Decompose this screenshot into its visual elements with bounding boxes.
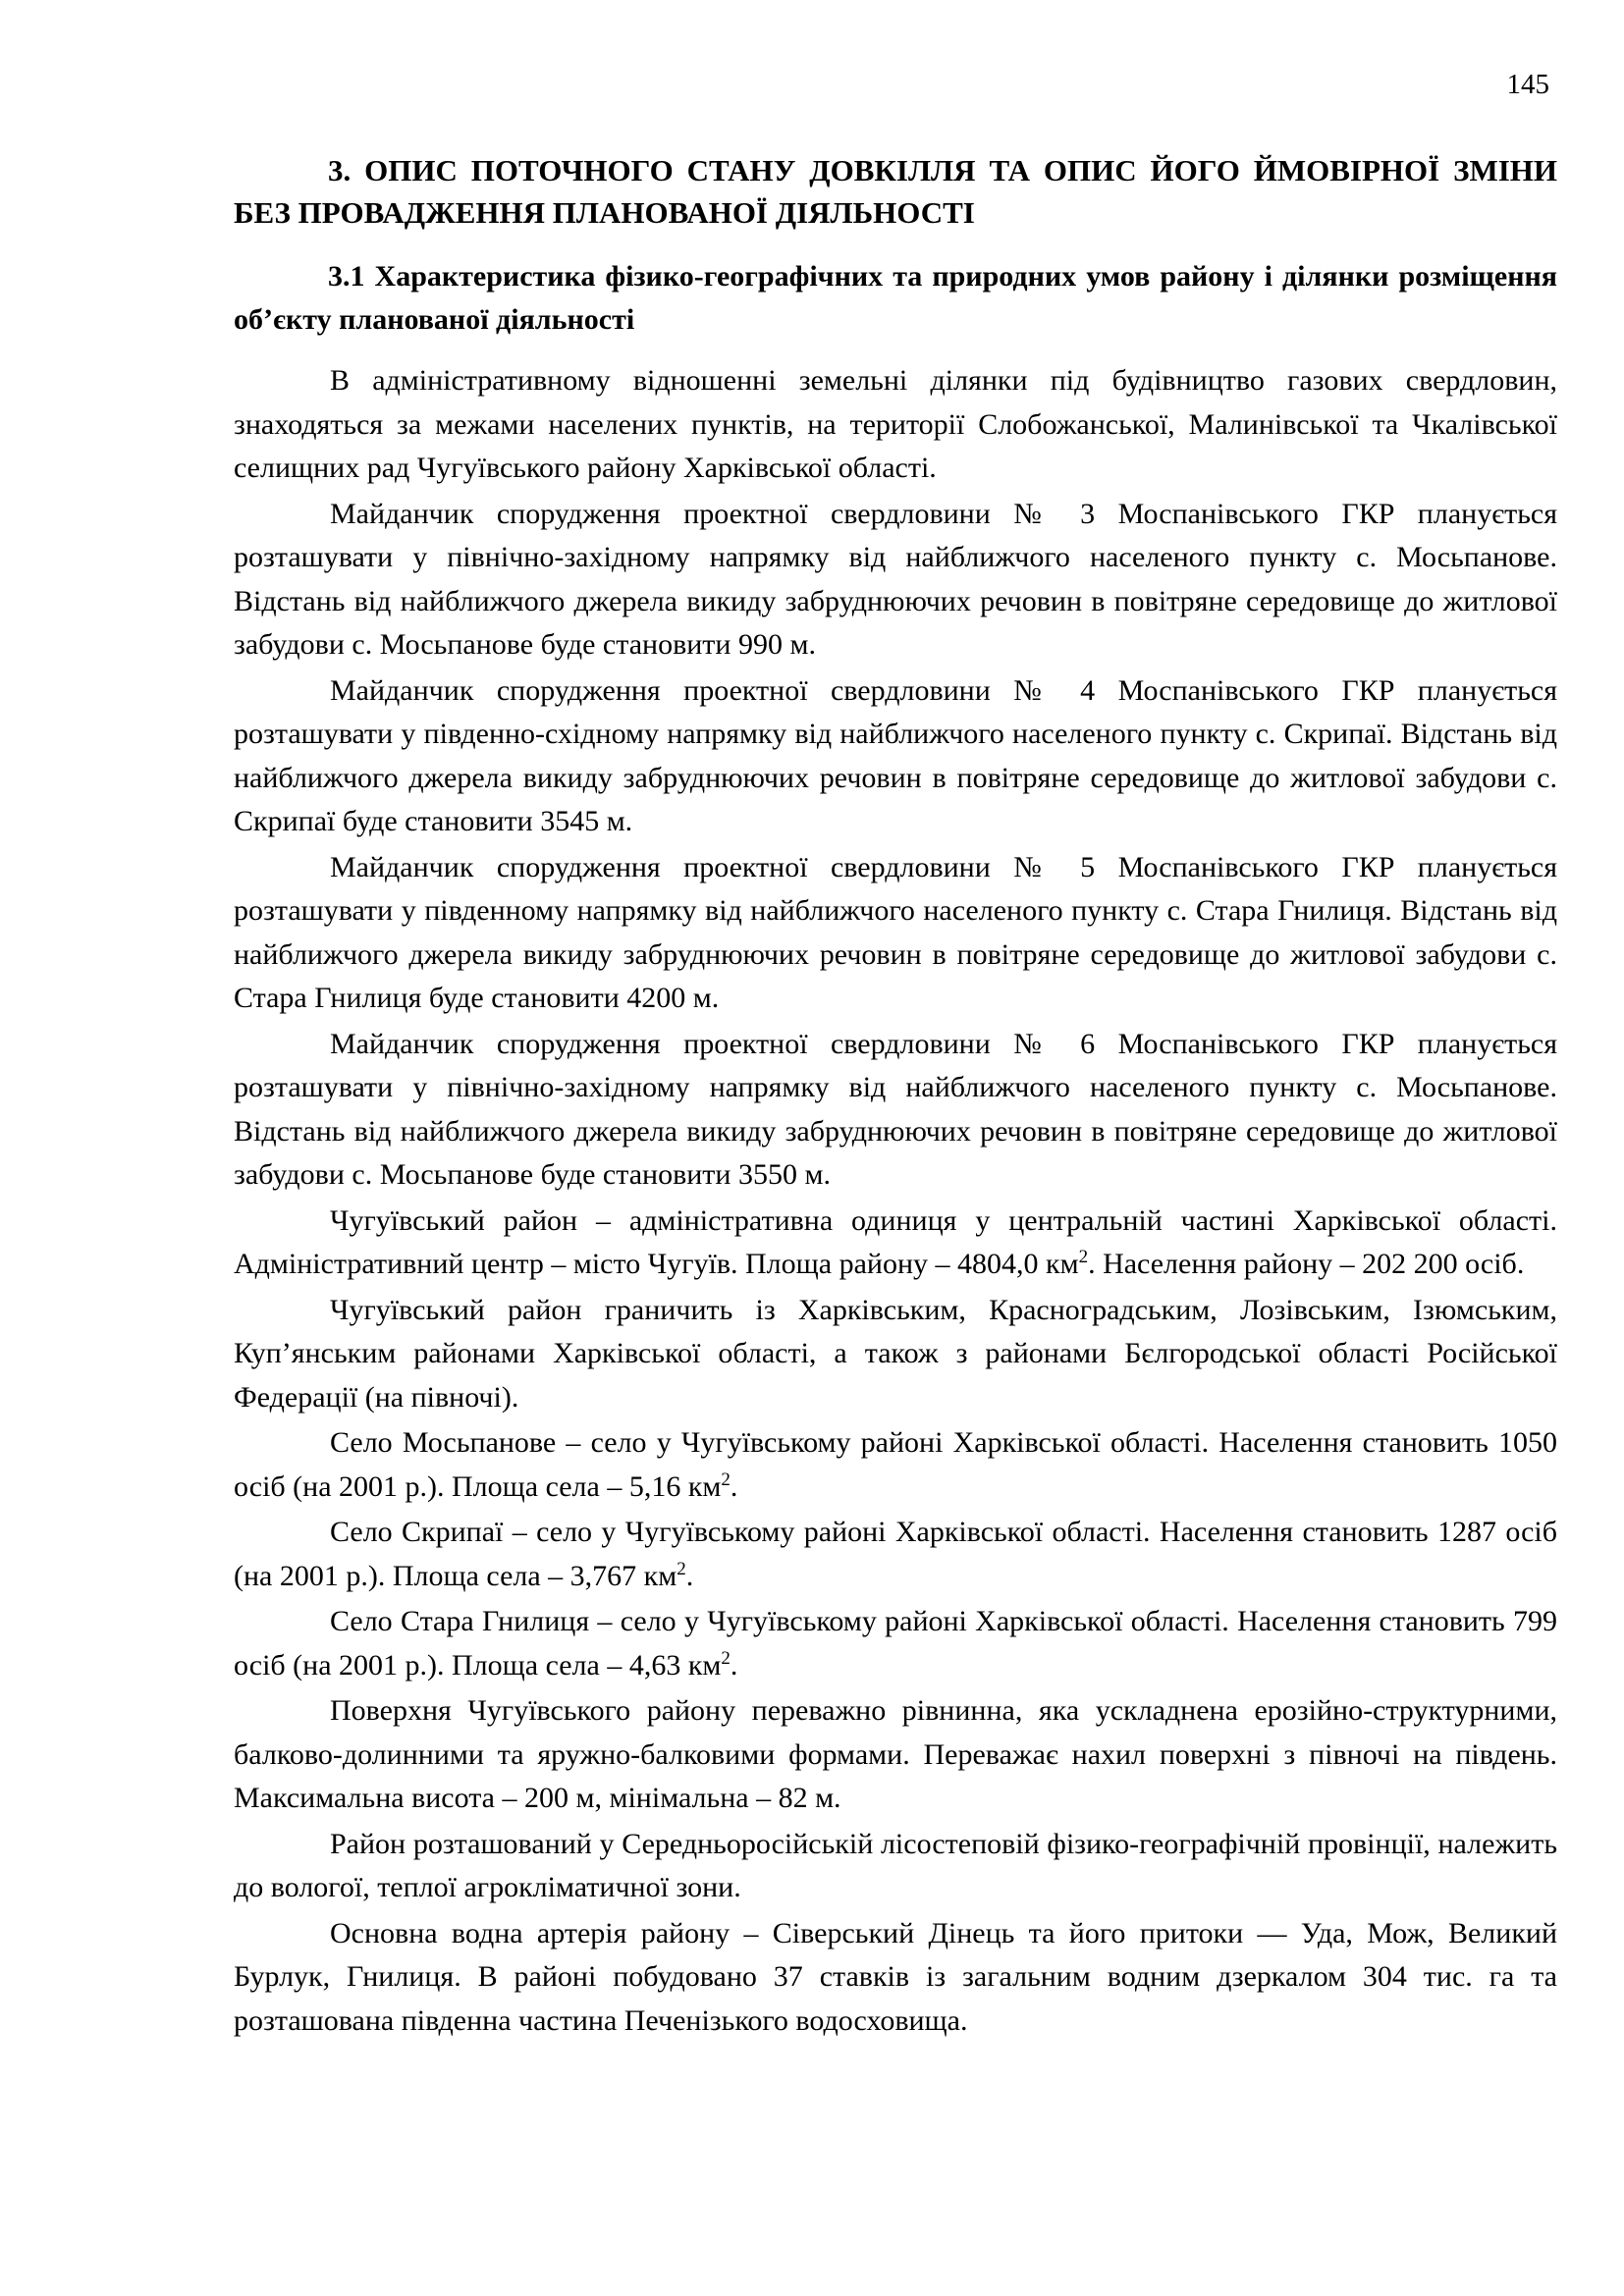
paragraph-borders: Чугуївський район граничить із Харківським, Красноградським, Лозівським, Ізюмським, Куп’янським районами Харківської області, а також з районами Бєлгородської області Російської Федерації (на півночі). (234, 1293, 1557, 1414)
subsection-heading: 3.1 Характеристика фізико-географічних та природних умов району і ділянки розміщення об’єкту планованої діяльності (234, 260, 1557, 336)
paragraph-water: Основна водна артерія району – Сіверський Дінець та його притоки — Уда, Мож, Великий Бурлук, Гнилиця. В районі побудовано 37 ставків із загальним водним дзеркалом 304 тис. га та розташована південна частина Печенізького водосховища. (234, 1916, 1557, 2037)
paragraph-village-mospanove (234, 1421, 1557, 1509)
village-end: . (685, 1559, 694, 1592)
paragraph-well-5: Майданчик спорудження проектної свердловини № 5 Моспанівського ГКР планується розташувати у південному напрямку від найближчого населеного пункту с. Стара Гнилиця. Відстань від найближчого джерела викиду забруднюючих речовин в повітряне середовище до житлової забудови с. Стара Гнилиця буде становити 4200 м. (234, 850, 1557, 1014)
paragraph-district (234, 1200, 1557, 1287)
village-text: Село Скрипаї – село у Чугуївському районі Харківської області. Населення становить 1287 осіб (на 2001 р.). Площа села – 3,767 км (234, 1516, 1557, 1592)
village-end: . (730, 1469, 738, 1503)
village-end: . (730, 1648, 738, 1682)
district-text: Чугуївський район – адміністративна одиниця у центральній частині Харківської області. Адміністративний центр – місто Чугуїв. Площа району – 4804,0 км (234, 1203, 1557, 1280)
superscript: 2 (1078, 1247, 1089, 1267)
village-text: Село Стара Гнилиця – село у Чугуївському районі Харківської області. Населення становить 799 осіб (на 2001 р.). Площа села – 4,63 км (234, 1605, 1557, 1682)
paragraph-well-4: Майданчик спорудження проектної свердловини № 4 Моспанівського ГКР планується розташувати у південно-східному напрямку від найближчого населеного пункту с. Скрипаї. Відстань від найближчого джерела викиду забруднюючих речовин в повітряне середовище до житлової забудови с. Скрипаї буде становити 3545 м. (234, 673, 1557, 837)
page-number: 145 (1506, 69, 1549, 100)
paragraph-relief: Поверхня Чугуївського району переважно рівнинна, яка ускладнена ерозійно-структурними, балково-долинними та яружно-балковими формами. Переважає нахил поверхні з півночі на південь. Максимальна висота – 200 м, мінімальна – 82 м. (234, 1694, 1557, 1814)
superscript: 2 (677, 1558, 686, 1579)
paragraph-village-skrypai (234, 1511, 1557, 1598)
district-population: . Населення району – 202 200 осіб. (1088, 1248, 1525, 1280)
paragraph-well-6: Майданчик спорудження проектної свердловини № 6 Моспанівського ГКР планується розташувати у північно-західному напрямку від найближчого населеного пункту с. Мосьпанове. Відстань від найближчого джерела викиду забруднюючих речовин в повітряне середовище до житлової забудови с. Мосьпанове буде становити 3550 м. (234, 1027, 1557, 1191)
paragraph-well-3: Майданчик спорудження проектної свердловини № 3 Моспанівського ГКР планується розташувати у північно-західному напрямку від найближчого населеного пункту с. Мосьпанове. Відстань від найближчого джерела викиду забруднюючих речовин в повітряне середовище до житлової забудови с. Мосьпанове буде становити 990 м. (234, 497, 1557, 661)
superscript: 2 (721, 1468, 731, 1490)
paragraph-admin: В адміністративному відношенні земельні ділянки під будівництво газових свердловин, знаходяться за межами населених пунктів, на території Слобожанської, Малинівської та Чкалівської селищних рад Чугуївського району Харківської області. (234, 364, 1557, 484)
paragraph-village-stara-hnylytsia (234, 1600, 1557, 1687)
village-text: Село Мосьпанове – село у Чугуївському районі Харківської області. Населення становить 1050 осіб (на 2001 р.). Площа села – 5,16 км (234, 1426, 1557, 1503)
superscript: 2 (721, 1647, 731, 1669)
page-content (234, 149, 1557, 2043)
section-heading: 3. ОПИС ПОТОЧНОГО СТАНУ ДОВКІЛЛЯ ТА ОПИС ЙОГО ЙМОВІРНОЇ ЗМІНИ БЕЗ ПРОВАДЖЕННЯ ПЛАНОВАНОЇ ДІЯЛЬНОСТІ (234, 153, 1557, 230)
paragraph-province: Район розташований у Середньоросійській лісостеповій фізико-географічній провінції, належить до вологої, теплої агрокліматичної зони. (234, 1827, 1557, 1903)
